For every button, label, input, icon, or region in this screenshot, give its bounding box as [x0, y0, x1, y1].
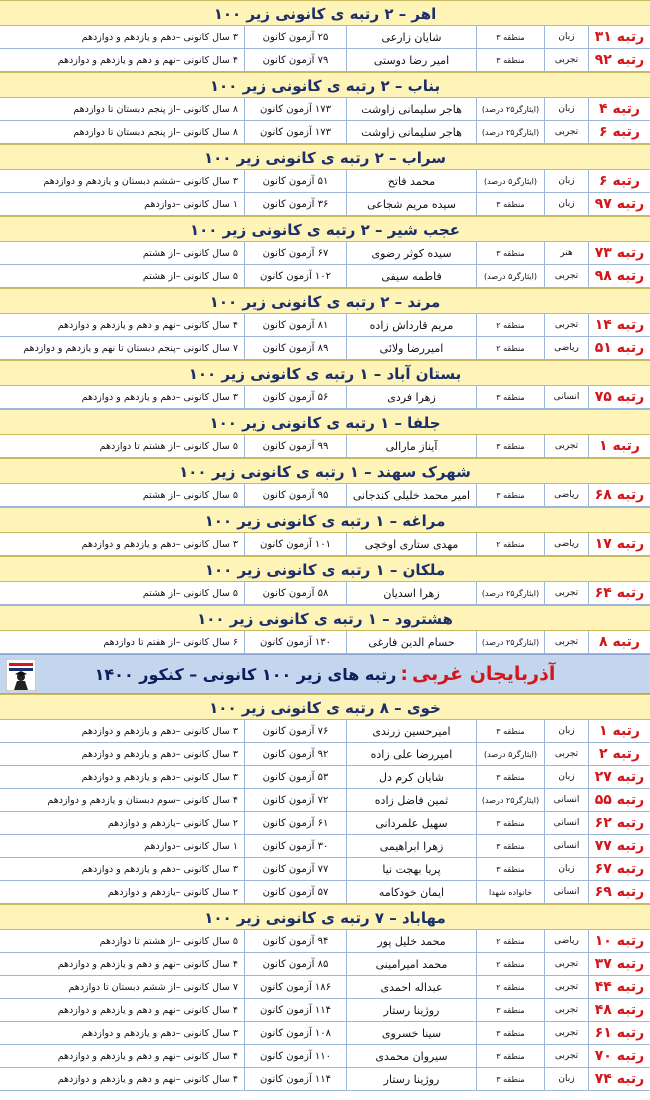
- group-cell: زبان: [544, 170, 588, 192]
- group-cell: تجربی: [544, 582, 588, 604]
- region-cell: منطقه ۳: [476, 812, 544, 834]
- student-name-cell: محمد فاتح: [346, 170, 476, 192]
- exam-count-cell: ۶۷ آزمون کانون: [244, 242, 346, 264]
- rank-cell: رتبه ۸: [588, 631, 650, 653]
- province-name: آذربایجان غربی: [411, 663, 556, 685]
- table-row: [0, 484, 650, 507]
- rank-cell: رتبه ۶۷: [588, 858, 650, 880]
- region-cell: (ایثارگر۲۵ درصد): [476, 582, 544, 604]
- exam-count-cell: ۸۱ آزمون کانون: [244, 314, 346, 336]
- rank-cell: رتبه ۵۵: [588, 789, 650, 811]
- years-cell: ۳ سال کانونی –دهم و یازدهم و دوازدهم: [81, 31, 238, 43]
- exam-count-cell: ۷۲ آزمون کانون: [244, 789, 346, 811]
- student-name-cell: هاجر سلیمانی زاوشت: [346, 121, 476, 143]
- student-name-cell: زهرا اسدیان: [346, 582, 476, 604]
- student-name-cell: امیررضا علی زاده: [346, 743, 476, 765]
- table-row: [0, 631, 650, 654]
- group-cell: انسانی: [544, 386, 588, 408]
- section-header: هشترود – ۱ رتبه ی کانونی زیر ۱۰۰: [0, 605, 650, 631]
- group-cell: تجربی: [544, 743, 588, 765]
- region-cell: منطقه ۳: [476, 1022, 544, 1044]
- group-cell: زبان: [544, 1068, 588, 1090]
- section-header: سراب – ۲ رتبه ی کانونی زیر ۱۰۰: [0, 144, 650, 170]
- student-name-cell: سیده کوثر رضوی: [346, 242, 476, 264]
- graduate-logo-icon: [6, 659, 36, 691]
- years-cell: ۳ سال کانونی –دهم و یازدهم و دوازدهم: [81, 538, 238, 550]
- banner-title: رتبه های زیر ۱۰۰ کانونی – کنکور ۱۴۰۰: [94, 664, 397, 684]
- table-row: [0, 49, 650, 72]
- rank-cell: رتبه ۶۱: [588, 1022, 650, 1044]
- rank-cell: رتبه ۱۰: [588, 930, 650, 952]
- group-cell: زبان: [544, 858, 588, 880]
- region-cell: منطقه ۲: [476, 314, 544, 336]
- student-name-cell: هاجر سلیمانی زاوشت: [346, 98, 476, 120]
- table-row: [0, 858, 650, 881]
- rank-cell: رتبه ۷۰: [588, 1045, 650, 1067]
- rank-cell: رتبه ۴: [588, 98, 650, 120]
- student-name-cell: سیده مریم شجاعی: [346, 193, 476, 215]
- exam-count-cell: ۳۶ آزمون کانون: [244, 193, 346, 215]
- exam-count-cell: ۱۳۰ آزمون کانون: [244, 631, 346, 653]
- student-name-cell: مهدی ستاری اوخچی: [346, 533, 476, 555]
- exam-count-cell: ۲۵ آزمون کانون: [244, 26, 346, 48]
- exam-count-cell: ۱۰۸ آزمون کانون: [244, 1022, 346, 1044]
- region-cell: (ایثارگر۵ درصد): [476, 265, 544, 287]
- rank-cell: رتبه ۳۷: [588, 953, 650, 975]
- student-name-cell: حسام الدین فارغی: [346, 631, 476, 653]
- region-cell: منطقه ۲: [476, 930, 544, 952]
- rank-cell: رتبه ۷۴: [588, 1068, 650, 1090]
- group-cell: تجربی: [544, 435, 588, 457]
- exam-count-cell: ۱۱۴ آزمون کانون: [244, 1068, 346, 1090]
- years-cell: ۴ سال کانونی –نهم و دهم و یازدهم و دوازدهم: [57, 319, 238, 331]
- group-cell: تجربی: [544, 953, 588, 975]
- rank-cell: رتبه ۶: [588, 121, 650, 143]
- region-cell: منطقه ۲: [476, 337, 544, 359]
- table-row: [0, 242, 650, 265]
- table-row: [0, 835, 650, 858]
- years-cell: ۵ سال کانونی –از هشتم: [142, 270, 238, 282]
- table-row: [0, 812, 650, 835]
- years-cell: ۷ سال کانونی –از ششم دبستان تا دوازدهم: [68, 981, 238, 993]
- student-name-cell: روژینا رستار: [346, 999, 476, 1021]
- years-cell: ۳ سال کانونی –دهم و یازدهم و دوازدهم: [81, 391, 238, 403]
- exam-count-cell: ۱۷۳ آزمون کانون: [244, 121, 346, 143]
- years-cell: ۸ سال کانونی –از پنجم دبستان تا دوازدهم: [73, 103, 238, 115]
- region-cell: منطقه ۳: [476, 386, 544, 408]
- exam-count-cell: ۶۱ آزمون کانون: [244, 812, 346, 834]
- student-name-cell: محمد امیرامینی: [346, 953, 476, 975]
- group-cell: انسانی: [544, 789, 588, 811]
- years-cell: ۴ سال کانونی –نهم و دهم و یازدهم و دوازدهم: [57, 54, 238, 66]
- table-row: [0, 582, 650, 605]
- section-header: مرند – ۲ رتبه ی کانونی زیر ۱۰۰: [0, 288, 650, 314]
- table-row: [0, 386, 650, 409]
- section-header: ملکان – ۱ رتبه ی کانونی زیر ۱۰۰: [0, 556, 650, 582]
- group-cell: تجربی: [544, 121, 588, 143]
- student-name-cell: فاطمه سیفی: [346, 265, 476, 287]
- years-cell: ۵ سال کانونی –از هشتم: [142, 587, 238, 599]
- table-row: [0, 1022, 650, 1045]
- region-cell: (ایثارگر۲۵ درصد): [476, 98, 544, 120]
- rank-cell: رتبه ۶: [588, 170, 650, 192]
- group-cell: تجربی: [544, 314, 588, 336]
- student-name-cell: ثمین فاضل زاده: [346, 789, 476, 811]
- student-name-cell: امیر محمد خلیلی کندجانی: [346, 484, 476, 506]
- student-name-cell: پریا بهجت نیا: [346, 858, 476, 880]
- table-row: [0, 435, 650, 458]
- west-azerbaijan-sections: [0, 694, 650, 1091]
- rank-cell: رتبه ۶۹: [588, 881, 650, 903]
- table-row: [0, 26, 650, 49]
- years-cell: ۳ سال کانونی –دهم و یازدهم و دوازدهم: [81, 771, 238, 783]
- group-cell: انسانی: [544, 812, 588, 834]
- rank-cell: رتبه ۷۳: [588, 242, 650, 264]
- region-cell: منطقه ۲: [476, 976, 544, 998]
- table-row: [0, 533, 650, 556]
- years-cell: ۴ سال کانونی –نهم و دهم و یازدهم و دوازدهم: [57, 958, 238, 970]
- region-cell: (ایثارگر۲۵ درصد): [476, 121, 544, 143]
- group-cell: ریاضی: [544, 930, 588, 952]
- years-cell: ۳ سال کانونی –دهم و یازدهم و دوازدهم: [81, 725, 238, 737]
- table-row: [0, 337, 650, 360]
- region-cell: منطقه ۳: [476, 1045, 544, 1067]
- rank-cell: رتبه ۶۸: [588, 484, 650, 506]
- table-row: [0, 314, 650, 337]
- rank-cell: رتبه ۹۷: [588, 193, 650, 215]
- exam-count-cell: ۷۷ آزمون کانون: [244, 858, 346, 880]
- region-cell: (ایثارگر۵ درصد): [476, 743, 544, 765]
- region-cell: منطقه ۳: [476, 484, 544, 506]
- rank-cell: رتبه ۱۴: [588, 314, 650, 336]
- rank-cell: رتبه ۴۴: [588, 976, 650, 998]
- table-row: [0, 789, 650, 812]
- student-name-cell: زهرا ابراهیمی: [346, 835, 476, 857]
- region-cell: منطقه ۲: [476, 533, 544, 555]
- years-cell: ۳ سال کانونی –دهم و یازدهم و دوازدهم: [81, 748, 238, 760]
- years-cell: ۵ سال کانونی –از هشتم تا دوازدهم: [99, 440, 238, 452]
- years-cell: ۷ سال کانونی –پنجم دبستان تا نهم و یازدهم و دوازدهم: [23, 342, 238, 354]
- exam-count-cell: ۵۶ آزمون کانون: [244, 386, 346, 408]
- region-cell: منطقه ۳: [476, 835, 544, 857]
- student-name-cell: عبداله احمدی: [346, 976, 476, 998]
- rank-cell: رتبه ۹۲: [588, 49, 650, 71]
- section-header: خوی – ۸ رتبه ی کانونی زیر ۱۰۰: [0, 694, 650, 720]
- group-cell: زبان: [544, 193, 588, 215]
- region-cell: خانواده شهدا: [476, 881, 544, 903]
- years-cell: ۵ سال کانونی –از هشتم تا دوازدهم: [99, 935, 238, 947]
- region-cell: منطقه ۳: [476, 435, 544, 457]
- student-name-cell: آیناز مارالی: [346, 435, 476, 457]
- region-cell: منطقه ۳: [476, 49, 544, 71]
- table-row: [0, 720, 650, 743]
- table-row: [0, 766, 650, 789]
- group-cell: زبان: [544, 98, 588, 120]
- rank-cell: رتبه ۵۱: [588, 337, 650, 359]
- group-cell: تجربی: [544, 999, 588, 1021]
- years-cell: ۲ سال کانونی –یازدهم و دوازدهم: [107, 817, 238, 829]
- rank-cell: رتبه ۱۷: [588, 533, 650, 555]
- exam-count-cell: ۹۴ آزمون کانون: [244, 930, 346, 952]
- exam-count-cell: ۵۳ آزمون کانون: [244, 766, 346, 788]
- exam-count-cell: ۹۹ آزمون کانون: [244, 435, 346, 457]
- rank-cell: رتبه ۷۵: [588, 386, 650, 408]
- exam-count-cell: ۷۹ آزمون کانون: [244, 49, 346, 71]
- student-name-cell: مریم قارداش زاده: [346, 314, 476, 336]
- student-name-cell: امیررضا ولائی: [346, 337, 476, 359]
- exam-count-cell: ۵۸ آزمون کانون: [244, 582, 346, 604]
- student-name-cell: زهرا فردی: [346, 386, 476, 408]
- years-cell: ۳ سال کانونی –دهم و یازدهم و دوازدهم: [81, 1027, 238, 1039]
- region-cell: منطقه ۳: [476, 242, 544, 264]
- group-cell: تجربی: [544, 631, 588, 653]
- section-header: شهرک سهند – ۱ رتبه ی کانونی زیر ۱۰۰: [0, 458, 650, 484]
- rank-cell: رتبه ۶۴: [588, 582, 650, 604]
- group-cell: زبان: [544, 26, 588, 48]
- rank-cell: رتبه ۲۷: [588, 766, 650, 788]
- region-cell: (ایثارگر۲۵ درصد): [476, 789, 544, 811]
- rank-cell: رتبه ۶۲: [588, 812, 650, 834]
- table-row: [0, 999, 650, 1022]
- exam-count-cell: ۹۲ آزمون کانون: [244, 743, 346, 765]
- years-cell: ۴ سال کانونی –نهم و دهم و یازدهم و دوازدهم: [57, 1073, 238, 1085]
- rank-cell: رتبه ۴۸: [588, 999, 650, 1021]
- region-cell: منطقه ۳: [476, 193, 544, 215]
- student-name-cell: شایان کرم دل: [346, 766, 476, 788]
- region-cell: منطقه ۳: [476, 999, 544, 1021]
- table-row: [0, 881, 650, 904]
- table-row: [0, 193, 650, 216]
- exam-count-cell: ۵۷ آزمون کانون: [244, 881, 346, 903]
- years-cell: ۲ سال کانونی –یازدهم و دوازدهم: [107, 886, 238, 898]
- table-row: [0, 743, 650, 766]
- region-cell: منطقه ۳: [476, 720, 544, 742]
- rank-cell: رتبه ۹۸: [588, 265, 650, 287]
- rank-cell: رتبه ۳۱: [588, 26, 650, 48]
- years-cell: ۸ سال کانونی –از پنجم دبستان تا دوازدهم: [73, 126, 238, 138]
- group-cell: زبان: [544, 766, 588, 788]
- exam-count-cell: ۱۸۶ آزمون کانون: [244, 976, 346, 998]
- years-cell: ۵ سال کانونی –از هشتم: [142, 489, 238, 501]
- table-row: [0, 121, 650, 144]
- years-cell: ۳ سال کانونی –ششم دبستان و یازدهم و دوازدهم: [43, 175, 238, 187]
- province-banner: [0, 654, 650, 694]
- region-cell: منطقه ۳: [476, 858, 544, 880]
- exam-count-cell: ۷۶ آزمون کانون: [244, 720, 346, 742]
- years-cell: ۴ سال کانونی –سوم دبستان و یازدهم و دوازدهم: [47, 794, 238, 806]
- table-row: [0, 930, 650, 953]
- student-name-cell: امیر رضا دوستی: [346, 49, 476, 71]
- exam-count-cell: ۸۹ آزمون کانون: [244, 337, 346, 359]
- years-cell: ۵ سال کانونی –از هشتم: [142, 247, 238, 259]
- group-cell: تجربی: [544, 1045, 588, 1067]
- section-header: عجب شیر – ۲ رتبه ی کانونی زیر ۱۰۰: [0, 216, 650, 242]
- section-header: مراغه – ۱ رتبه ی کانونی زیر ۱۰۰: [0, 507, 650, 533]
- years-cell: ۴ سال کانونی –نهم و دهم و یازدهم و دوازدهم: [57, 1050, 238, 1062]
- table-row: [0, 953, 650, 976]
- exam-count-cell: ۱۱۰ آزمون کانون: [244, 1045, 346, 1067]
- years-cell: ۴ سال کانونی –نهم و دهم و یازدهم و دوازدهم: [57, 1004, 238, 1016]
- section-header: بناب – ۲ رتبه ی کانونی زیر ۱۰۰: [0, 72, 650, 98]
- years-cell: ۱ سال کانونی –دوازدهم: [144, 840, 238, 852]
- rank-cell: رتبه ۲: [588, 743, 650, 765]
- group-cell: تجربی: [544, 976, 588, 998]
- region-cell: منطقه ۲: [476, 953, 544, 975]
- section-header: اهر – ۲ رتبه ی کانونی زیر ۱۰۰: [0, 0, 650, 26]
- table-row: [0, 265, 650, 288]
- region-cell: منطقه ۳: [476, 766, 544, 788]
- years-cell: ۱ سال کانونی –دوازدهم: [144, 198, 238, 210]
- group-cell: ریاضی: [544, 484, 588, 506]
- student-name-cell: شایان زارعی: [346, 26, 476, 48]
- group-cell: تجربی: [544, 49, 588, 71]
- exam-count-cell: ۱۰۲ آزمون کانون: [244, 265, 346, 287]
- rank-cell: رتبه ۱: [588, 435, 650, 457]
- table-row: [0, 976, 650, 999]
- table-row: [0, 1045, 650, 1068]
- exam-count-cell: ۱۷۳ آزمون کانون: [244, 98, 346, 120]
- exam-count-cell: ۱۰۱ آزمون کانون: [244, 533, 346, 555]
- region-cell: (ایثارگر۵ درصد): [476, 170, 544, 192]
- region-cell: منطقه ۳: [476, 1068, 544, 1090]
- group-cell: تجربی: [544, 265, 588, 287]
- group-cell: تجربی: [544, 1022, 588, 1044]
- rank-cell: رتبه ۷۷: [588, 835, 650, 857]
- table-row: [0, 98, 650, 121]
- section-header: مهاباد – ۷ رتبه ی کانونی زیر ۱۰۰: [0, 904, 650, 930]
- group-cell: زبان: [544, 720, 588, 742]
- student-name-cell: روژینا رستار: [346, 1068, 476, 1090]
- student-name-cell: محمد خلیل پور: [346, 930, 476, 952]
- student-name-cell: سینا خسروی: [346, 1022, 476, 1044]
- years-cell: ۶ سال کانونی –از هفتم تا دوازدهم: [103, 636, 238, 648]
- group-cell: انسانی: [544, 835, 588, 857]
- section-header: بستان آباد – ۱ رتبه ی کانونی زیر ۱۰۰: [0, 360, 650, 386]
- exam-count-cell: ۳۰ آزمون کانون: [244, 835, 346, 857]
- student-name-cell: سهیل علمردانی: [346, 812, 476, 834]
- student-name-cell: ایمان خودکامه: [346, 881, 476, 903]
- exam-count-cell: ۸۵ آزمون کانون: [244, 953, 346, 975]
- years-cell: ۳ سال کانونی –دهم و یازدهم و دوازدهم: [81, 863, 238, 875]
- table-row: [0, 170, 650, 193]
- table-row: [0, 1068, 650, 1091]
- region-cell: (ایثارگر۲۵ درصد): [476, 631, 544, 653]
- section-header: جلفا – ۱ رتبه ی کانونی زیر ۱۰۰: [0, 409, 650, 435]
- group-cell: ریاضی: [544, 337, 588, 359]
- exam-count-cell: ۱۱۴ آزمون کانون: [244, 999, 346, 1021]
- group-cell: هنر: [544, 242, 588, 264]
- group-cell: ریاضی: [544, 533, 588, 555]
- student-name-cell: سیروان محمدی: [346, 1045, 476, 1067]
- group-cell: انسانی: [544, 881, 588, 903]
- exam-count-cell: ۹۵ آزمون کانون: [244, 484, 346, 506]
- student-name-cell: امیرحسین زرندی: [346, 720, 476, 742]
- region-cell: منطقه ۳: [476, 26, 544, 48]
- rank-cell: رتبه ۱: [588, 720, 650, 742]
- exam-count-cell: ۵۱ آزمون کانون: [244, 170, 346, 192]
- banner-colon: :: [400, 663, 408, 685]
